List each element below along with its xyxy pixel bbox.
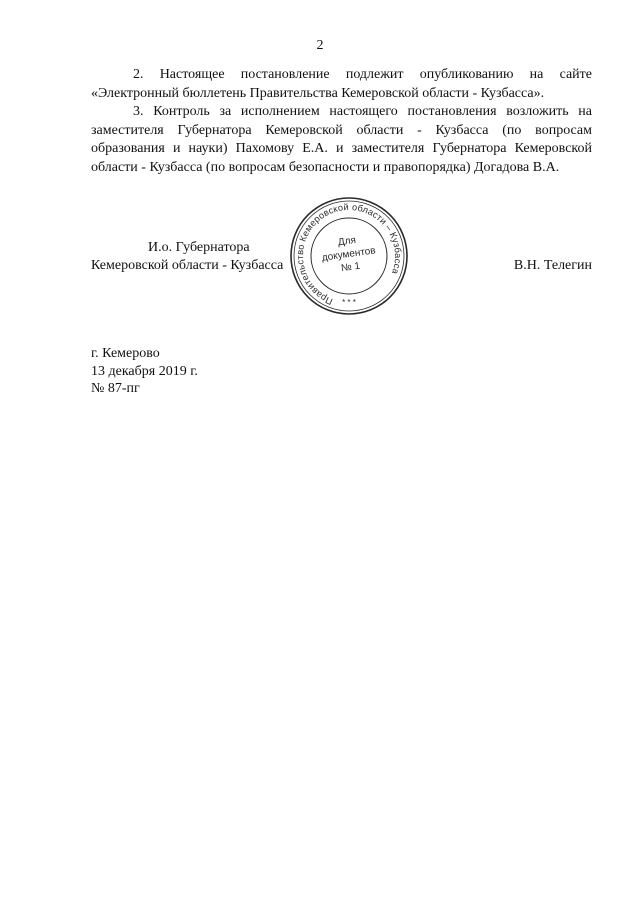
- date-line: 13 декабря 2019 г.: [91, 363, 198, 379]
- seal-center-line1: Для: [337, 234, 357, 249]
- seal-center-line2: документов: [321, 245, 377, 264]
- paragraph-publication: 2. Настоящее постановление подлежит опубликованию на сайте «Электронный бюллетень Правительства Кемеровской области - Кузбасса».: [91, 67, 592, 101]
- city-line: г. Кемерово: [91, 346, 160, 361]
- seal-stamp-icon: [287, 194, 411, 318]
- signatory-title-line1: И.о. Губернатора: [148, 240, 250, 255]
- signatory-name: В.Н. Телегин: [513, 258, 592, 273]
- signatory-title-line2: Кемеровской области - Кузбасса: [91, 258, 284, 273]
- page-number: 2: [316, 38, 324, 53]
- paragraph-control: 3. Контроль за исполнением настоящего постановления возложить на заместителя Губернатора Кемеровской области - Кузбасса (по вопросам образования и науки) Пахомову Е.А. и заместителя Губернатора Кемеровской области - Кузбасса (по вопросам безопасности и правопорядка) Догадова В.А.: [91, 104, 592, 175]
- number-line: № 87-пг: [91, 381, 140, 396]
- official-seal: [287, 194, 411, 318]
- seal-stars: * * *: [342, 298, 356, 307]
- seal-center-line3: № 1: [340, 260, 361, 275]
- place-date-block: [91, 345, 198, 398]
- document-body: [91, 66, 592, 177]
- seal-ring-text: Правительство Кемеровской области – Кузбасса: [294, 201, 404, 307]
